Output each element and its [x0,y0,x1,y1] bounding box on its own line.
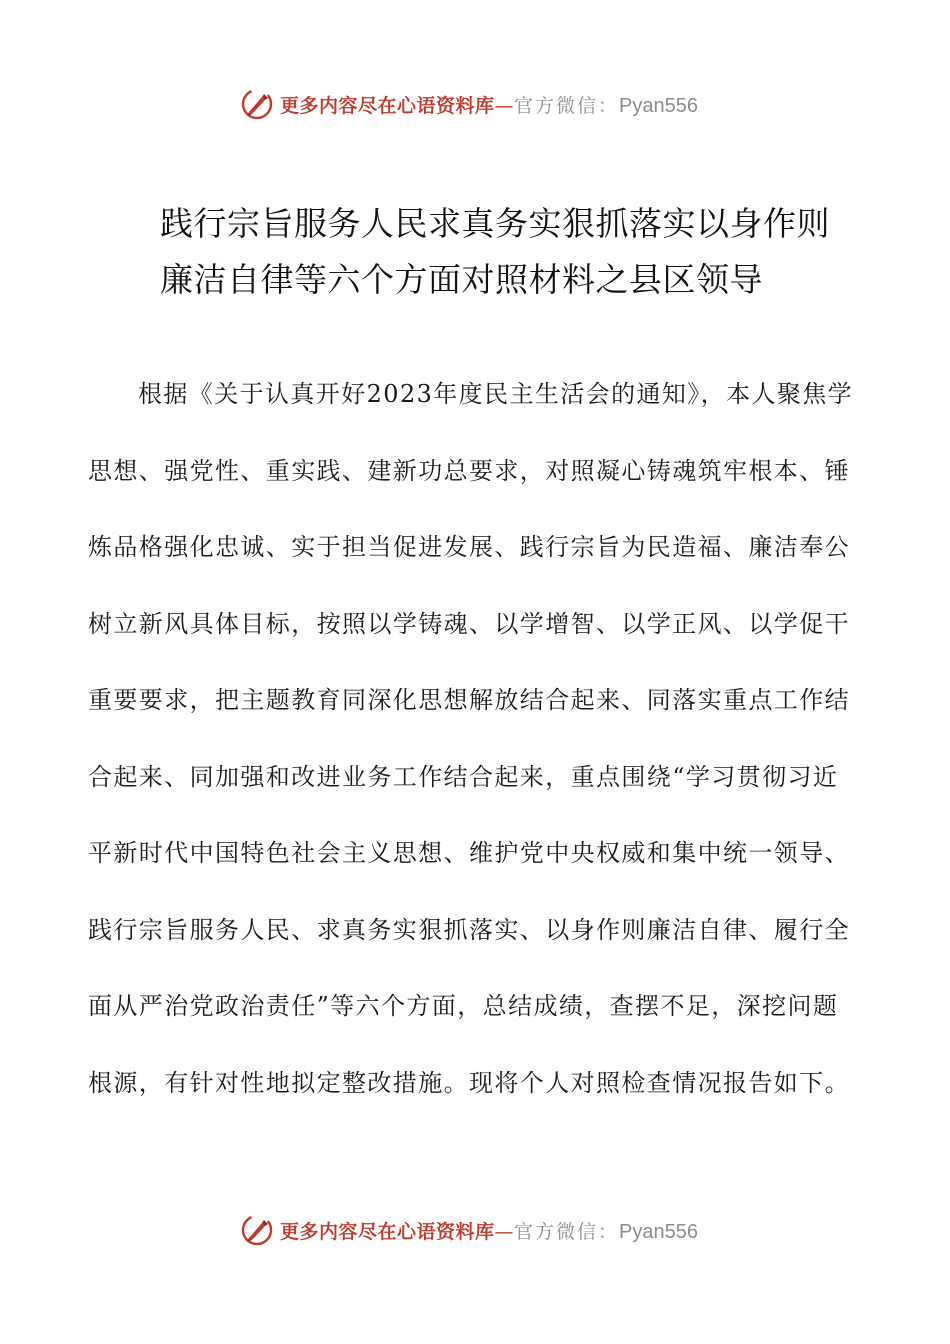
header-watermark [240,84,698,124]
body-line: 炼品格强化忠诚、实于担当促进发展、践行宗旨为民造福、廉洁奉公 [88,533,850,561]
body-line: 践行宗旨服务人民、求真务实狠抓落实、以身作则廉洁自律、履行全 [88,915,850,944]
watermark-wechat-label: 官方微信： [514,94,620,117]
title-line: 践行宗旨服务人民求真务实狠抓落实以身作则 [160,204,830,243]
pen-circle-logo-icon [240,87,274,121]
watermark-wechat-id: Pyan556 [619,1220,698,1243]
watermark-dash: — [494,94,515,117]
title-line: 廉洁自律等六个方面对照材料之县区领导 [160,260,763,299]
watermark-dash: — [494,1220,515,1243]
watermark-site: 更多内容尽在心语资料库 [280,94,495,117]
body-line: 平新时代中国特色社会主义思想、维护党中央权威和集中统一领导、 [88,839,850,867]
watermark-site: 更多内容尽在心语资料库 [280,1220,495,1243]
body-line: 思想、强党性、重实践、建新功总要求，对照凝心铸魂筑牢根本、锤 [88,456,850,485]
body-line: 树立新风具体目标，按照以学铸魂、以学增智、以学正风、以学促干 [88,609,850,638]
watermark-text [280,1217,698,1244]
document-title [160,196,880,308]
watermark-text [280,91,698,118]
pen-circle-logo-icon [240,1213,274,1247]
body-line: 合起来、同加强和改进业务工作结合起来，重点围绕“学习贯彻习近 [88,762,839,791]
body-line: 面从严治党政治责任”等六个方面，总结成绩，查摆不足，深挖问题 [88,992,839,1020]
watermark-wechat-id: Pyan556 [619,94,698,117]
watermark-wechat-label: 官方微信： [514,1220,620,1243]
footer-watermark [240,1210,698,1250]
body-line: 重要要求，把主题教育同深化思想解放结合起来、同落实重点工作结 [88,686,850,714]
document-body-paragraph [88,356,864,1121]
body-line: 根源，有针对性地拟定整改措施。现将个人对照检查情况报告如下。 [88,1068,850,1097]
body-line: 根据《关于认真开好2023年度民主生活会的通知》，本人聚焦学 [138,380,854,408]
